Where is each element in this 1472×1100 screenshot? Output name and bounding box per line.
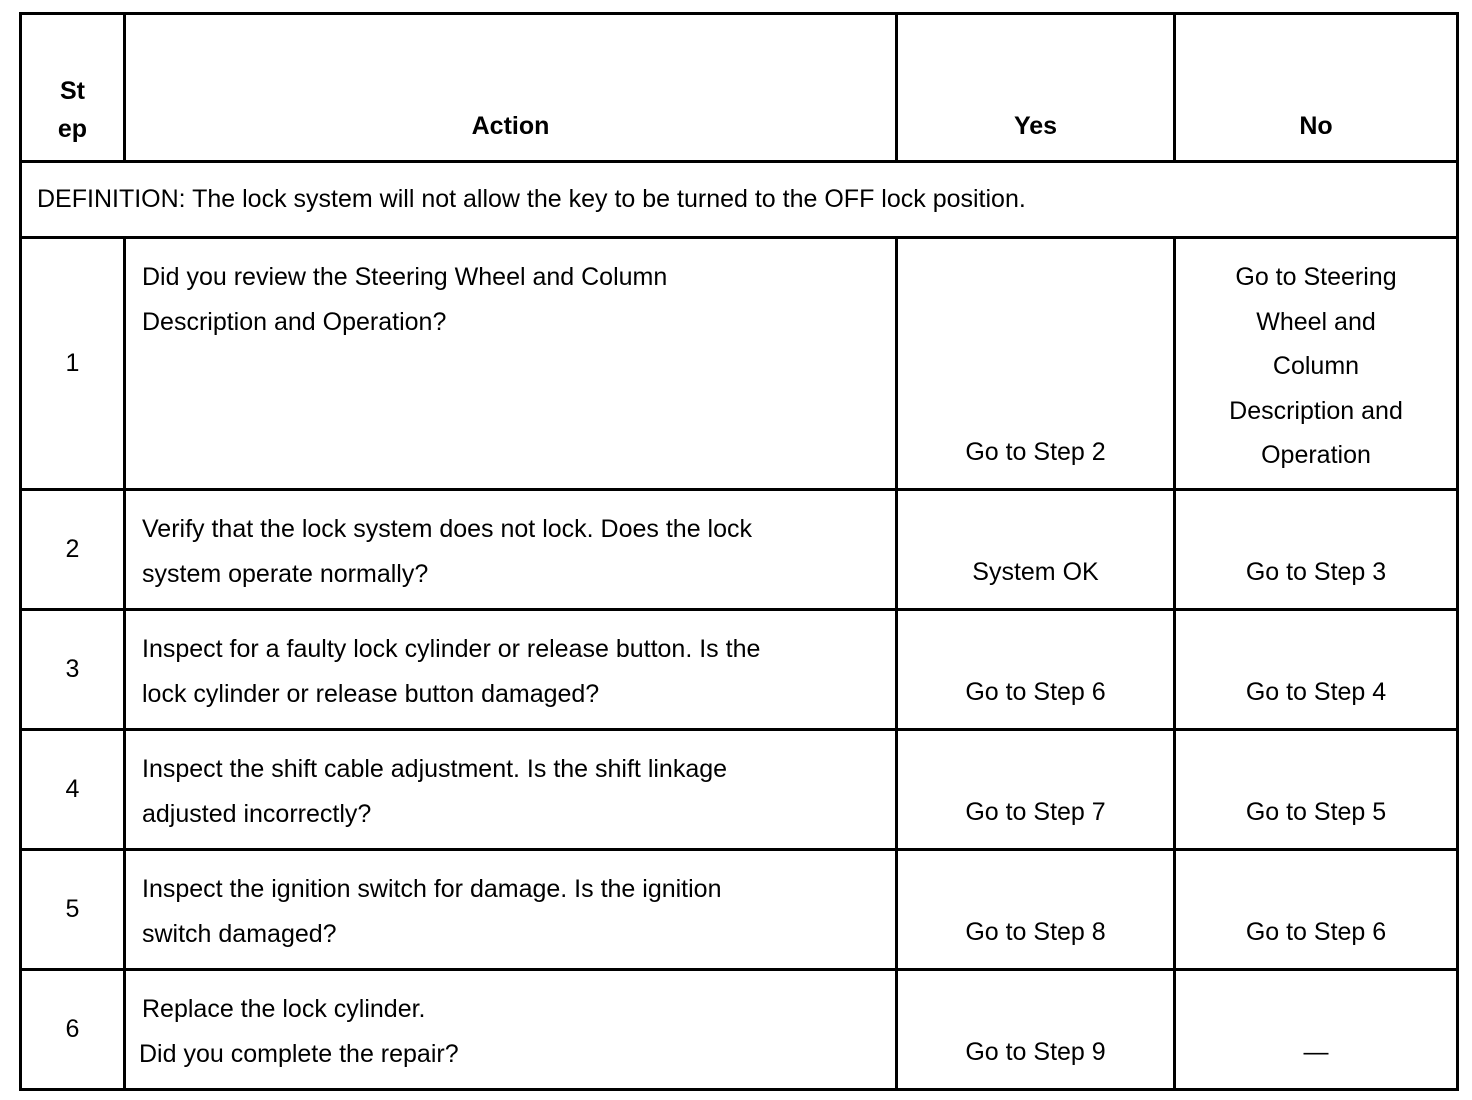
- no-cell: Go to Step 3: [1175, 490, 1458, 610]
- no-cell: —: [1175, 970, 1458, 1090]
- action-line: Did you complete the repair?: [139, 1039, 459, 1068]
- step-column-header: [21, 14, 125, 162]
- no-cell: [1175, 238, 1458, 490]
- yes-cell: Go to Step 2: [897, 238, 1175, 490]
- table-row: [21, 730, 1458, 850]
- yes-cell: Go to Step 8: [897, 850, 1175, 970]
- step-number: 6: [21, 970, 125, 1090]
- action-line: Inspect for a faulty lock cylinder or release button. Is the: [142, 635, 761, 663]
- action-line: Verify that the lock system does not lock. Does the lock: [142, 515, 753, 543]
- no-line: Description and: [1229, 396, 1403, 425]
- yes-cell: Go to Step 7: [897, 730, 1175, 850]
- no-line: Go to Steering: [1235, 263, 1397, 291]
- yes-column-header: Yes: [897, 14, 1175, 162]
- action-line: Inspect the ignition switch for damage. Is the ignition: [142, 875, 722, 903]
- yes-cell: System OK: [897, 490, 1175, 610]
- action-line: adjusted incorrectly?: [142, 799, 372, 828]
- step-number: 1: [21, 238, 125, 490]
- action-line: switch damaged?: [142, 919, 337, 948]
- step-header-line-1: St: [60, 77, 85, 105]
- action-line: Description and Operation?: [142, 307, 447, 336]
- action-column-header: Action: [125, 14, 897, 162]
- table-row: [21, 850, 1458, 970]
- no-cell: Go to Step 5: [1175, 730, 1458, 850]
- action-cell: [125, 970, 897, 1090]
- definition-row: [21, 162, 1458, 238]
- action-line: system operate normally?: [142, 559, 429, 588]
- yes-cell: Go to Step 9: [897, 970, 1175, 1090]
- action-cell: [125, 610, 897, 730]
- action-line: Inspect the shift cable adjustment. Is the shift linkage: [142, 755, 728, 783]
- action-line: lock cylinder or release button damaged?: [142, 679, 600, 708]
- table-row: [21, 490, 1458, 610]
- action-line: Replace the lock cylinder.: [142, 995, 426, 1023]
- action-cell: [125, 490, 897, 610]
- no-cell: Go to Step 6: [1175, 850, 1458, 970]
- table-row: [21, 970, 1458, 1090]
- step-number: 3: [21, 610, 125, 730]
- action-cell: [125, 730, 897, 850]
- table-row: [21, 610, 1458, 730]
- action-line: Did you review the Steering Wheel and Column: [142, 263, 668, 291]
- step-number: 2: [21, 490, 125, 610]
- no-line: Operation: [1261, 441, 1371, 469]
- no-cell: Go to Step 4: [1175, 610, 1458, 730]
- yes-cell: Go to Step 6: [897, 610, 1175, 730]
- no-line: Column: [1272, 352, 1360, 380]
- diagnostic-table-frame: [19, 12, 1456, 1086]
- no-column-header: No: [1175, 14, 1458, 162]
- step-header-line-2: ep: [57, 115, 88, 143]
- table-row: [21, 238, 1458, 490]
- header-row: [21, 14, 1458, 162]
- step-number: 5: [21, 850, 125, 970]
- diagnostic-table: [19, 12, 1459, 1091]
- no-line: Wheel and: [1256, 307, 1376, 336]
- definition-text: DEFINITION: The lock system will not allow the key to be turned to the OFF lock position.: [21, 162, 1458, 238]
- action-cell: [125, 850, 897, 970]
- step-number: 4: [21, 730, 125, 850]
- action-cell: [125, 238, 897, 490]
